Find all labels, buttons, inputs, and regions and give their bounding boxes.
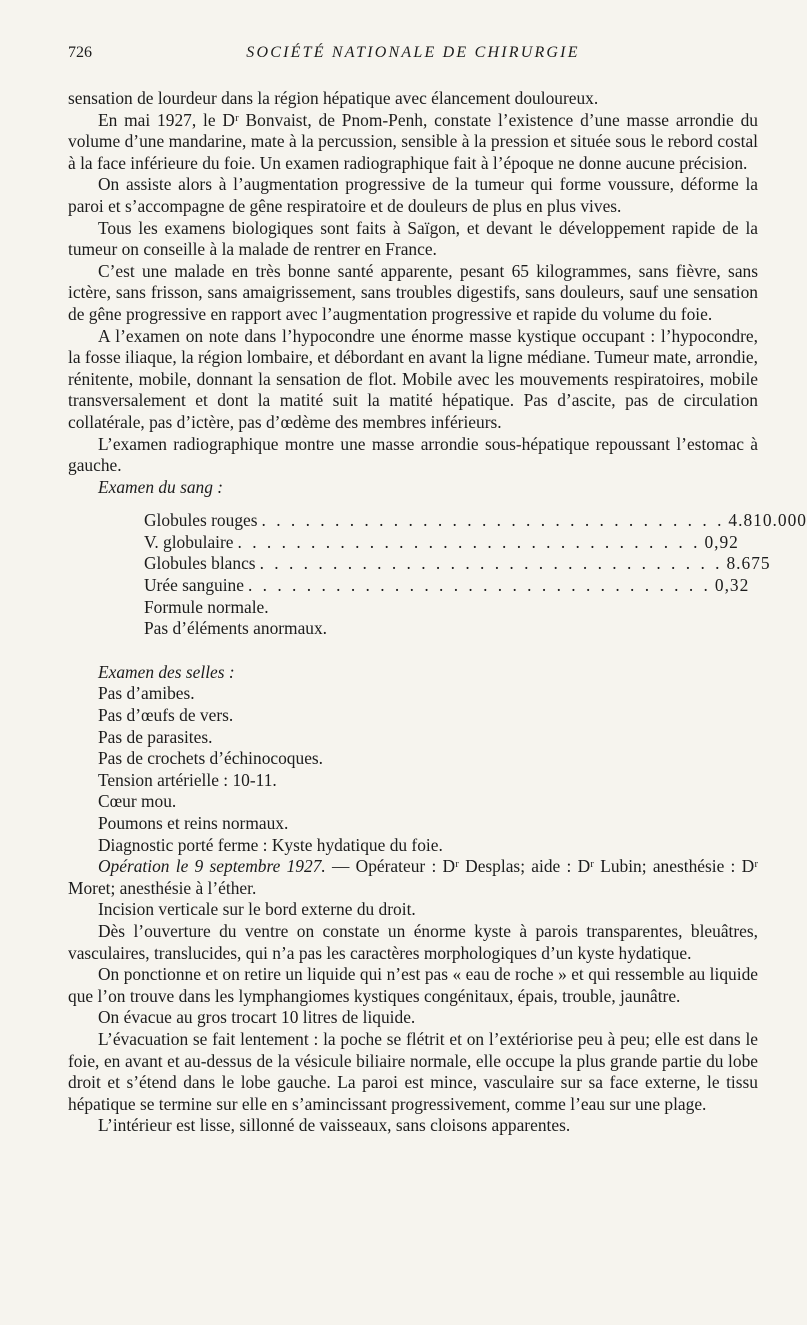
paragraph: sensation de lourdeur dans la région hépatique avec élancement douloureux.	[68, 88, 599, 108]
page-number: 726	[68, 44, 92, 61]
section-heading-sang: Examen du sang :	[98, 476, 224, 497]
spacer	[68, 640, 758, 662]
list-item: Pas de crochets d’échinocoques.	[98, 748, 324, 769]
list-item: Diagnostic porté ferme : Kyste hydatique du foie.	[98, 834, 443, 855]
blood-row	[144, 510, 807, 532]
paragraph: Dès l’ouverture du ventre on constate un énorme kyste à parois transparentes, bleuâtres, vasculaires, translucides, qui n’a pas les caractères morphologiques d’un kyste hydatique.	[68, 920, 758, 963]
dot-leader: . . . . . . . . . . . . . . . . . . . . . . . . . . . . . . . .	[247, 575, 711, 596]
operation-details: — Opérateur : Dʳ Desplas; aide : Dʳ Lubin; anesthésie : Dʳ Moret; anesthésie à l’éther.	[68, 856, 758, 898]
paragraph: A l’examen on note dans l’hypocondre une énorme masse kystique occupant : l’hypocondre, la fosse iliaque, la région lombaire, et débordant en avant la ligne médiane. Tumeur mate, arrondie, rénitente, mobile, donnant la sensation de flot. Mobile avec les mouvements respiratoires, mobile transversalement et dont la matité suit la matité hépatique. Pas d’ascite, pas de circulation collatérale, pas d’ictère, pas d’œdème des membres inférieurs.	[68, 325, 758, 432]
paragraph: En mai 1927, le Dʳ Bonvaist, de Pnom-Penh, constate l’existence d’une masse arrondie du volume d’une mandarine, mate à la percussion, sensible à la pression et située sous le rebord costal à la face inférieure du foie. Un examen radiographique fait à l’époque ne donne aucune précision.	[68, 109, 758, 173]
blood-row-label: Globules rouges	[144, 510, 258, 531]
list-item: Cœur mou.	[98, 791, 177, 812]
paragraph: L’intérieur est lisse, sillonné de vaisseaux, sans cloisons apparentes.	[98, 1115, 571, 1136]
body-text	[68, 88, 807, 1137]
paragraph: C’est une malade en très bonne santé apparente, pesant 65 kilogrammes, sans fièvre, sans ictère, sans frisson, sans amaigrissement, sans troubles digestifs, sans douleurs, sauf une sensation de gêne progressive en rapport avec l’augmentation progressive et rapide du volume du foie.	[68, 260, 758, 324]
paragraph: L’évacuation se fait lentement : la poche se flétrit et on l’extériorise peu à peu; elle est dans le foie, en avant et au-dessus de la vésicule biliaire normale, elle occupe la plus grande partie du lobe droit et s’étend dans le lobe gauche. La paroi est mince, vasculaire sur sa face externe, le tissu hépatique se termine sur elle en s’amincissant progressivement, comme l’eau sur une plage.	[68, 1028, 758, 1114]
blood-row-value: 8.675	[726, 553, 771, 574]
blood-row-value: 0,92	[704, 531, 739, 552]
blood-note: Formule normale.	[144, 596, 269, 617]
paragraph: Tous les examens biologiques sont faits à Saïgon, et devant le développement rapide de la tumeur on conseille à la malade de rentrer en France.	[68, 217, 758, 260]
blood-row-label: Globules blancs	[144, 553, 256, 574]
blood-row-value: 0,32	[714, 575, 750, 596]
list-item: Pas d’amibes.	[98, 683, 195, 704]
operation-date: Opération le 9 septembre 1927.	[98, 856, 326, 877]
blood-exam-table	[144, 510, 807, 640]
paragraph: On évacue au gros trocart 10 litres de liquide.	[98, 1007, 416, 1028]
paragraph: On ponctionne et on retire un liquide qui n’est pas « eau de roche » et qui ressemble au liquide que l’on trouve dans les lymphangiomes kystiques congénitaux, épais, trouble, jaunâtre.	[68, 964, 758, 1006]
paragraph: L’examen radiographique montre une masse arrondie sous-hépatique repoussant l’estomac à gauche.	[68, 433, 758, 476]
page-header	[68, 44, 758, 68]
dot-leader: . . . . . . . . . . . . . . . . . . . . . . . . . . . . . . . .	[261, 510, 725, 531]
blood-row	[144, 553, 771, 575]
operation-paragraph	[68, 856, 758, 899]
dot-leader: . . . . . . . . . . . . . . . . . . . . . . . . . . . . . . . .	[237, 531, 701, 552]
stool-exam-list	[98, 662, 758, 856]
blood-row	[144, 575, 750, 597]
blood-row-value: 4.810.000	[728, 510, 807, 531]
blood-row-label: Urée sanguine	[144, 575, 244, 596]
section-heading-selles: Examen des selles :	[98, 661, 235, 682]
dot-leader: . . . . . . . . . . . . . . . . . . . . . . . . . . . . . . . .	[259, 553, 723, 574]
blood-note: Pas d’éléments anormaux.	[144, 618, 328, 639]
paragraph: Incision verticale sur le bord externe du droit.	[98, 899, 416, 920]
running-title: SOCIÉTÉ NATIONALE DE CHIRURGIE	[246, 44, 580, 61]
blood-row-label: V. globulaire	[144, 531, 234, 552]
list-item: Tension artérielle : 10-11.	[98, 769, 277, 790]
blood-row	[144, 531, 739, 554]
list-item: Poumons et reins normaux.	[98, 813, 289, 833]
list-item: Pas d’œufs de vers.	[98, 705, 234, 726]
paragraph: On assiste alors à l’augmentation progressive de la tumeur qui forme voussure, déforme la paroi et s’accompagne de gêne respiratoire et de douleurs de plus en plus vives.	[68, 174, 758, 216]
list-item: Pas de parasites.	[98, 726, 213, 747]
